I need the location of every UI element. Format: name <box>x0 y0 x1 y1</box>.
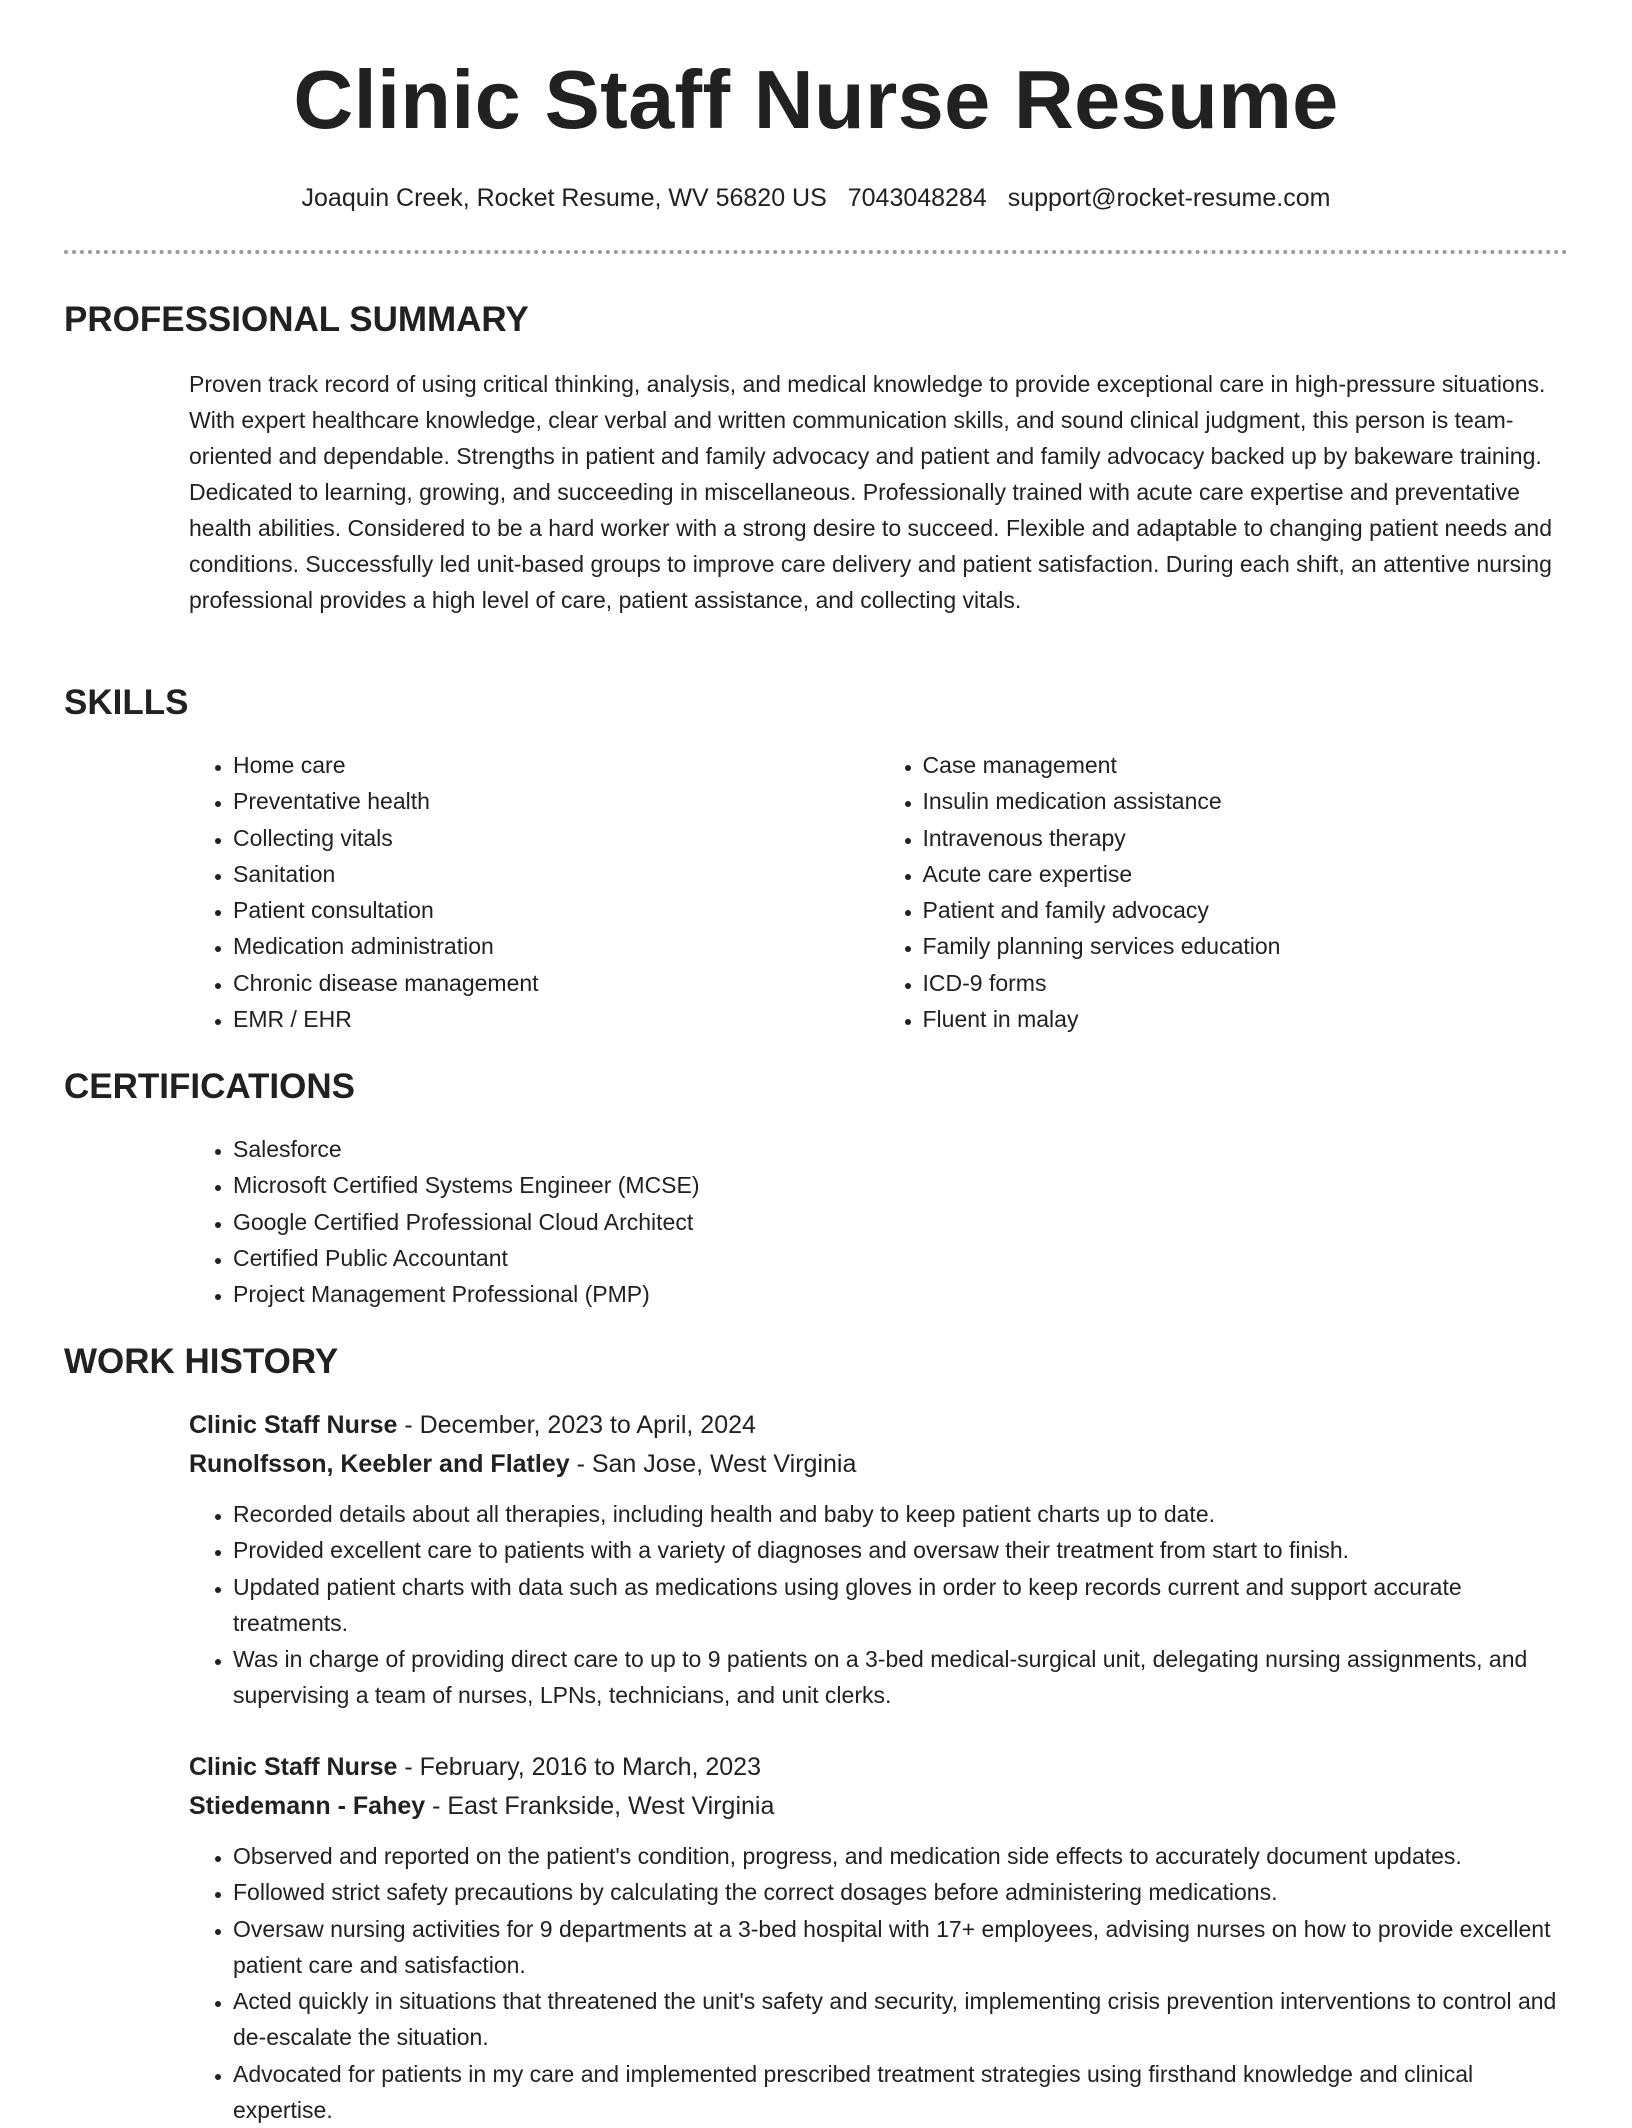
list-item: • Acted quickly in situations that threatened the unit's safety and security, implementing crisis prevention interventions to control and de-escalate the situation. <box>233 1983 1568 2056</box>
job-location: - San Jose, West Virginia <box>569 1450 857 1478</box>
list-item: • Sanitation <box>233 856 879 892</box>
job-dates: - February, 2016 to March, 2023 <box>397 1753 761 1781</box>
job-duties-list <box>189 1838 1568 2128</box>
list-item: • ICD-9 forms <box>923 965 1569 1001</box>
list-item: • Chronic disease management <box>233 965 879 1001</box>
list-item: • Medication administration <box>233 928 879 964</box>
certifications-list <box>189 1131 1568 1312</box>
contact-email: support@rocket-resume.com <box>1007 184 1331 212</box>
list-item: • Preventative health <box>233 783 879 819</box>
resume-title: Clinic Staff Nurse Resume <box>293 53 1339 146</box>
skills-list-left <box>189 747 879 1037</box>
list-item: • Collecting vitals <box>233 820 879 856</box>
job-location: - East Frankside, West Virginia <box>425 1792 775 1820</box>
list-item: • Certified Public Accountant <box>233 1240 1568 1276</box>
skills-list-right <box>879 747 1569 1037</box>
certifications-heading: CERTIFICATIONS <box>64 1067 356 1106</box>
list-item: • Microsoft Certified Systems Engineer (MCSE) <box>233 1167 1568 1203</box>
job-employer-line <box>189 1445 1568 1484</box>
job-entry <box>189 1406 1568 1714</box>
list-item: • Provided excellent care to patients with a variety of diagnoses and oversaw their treatment from start to finish. <box>233 1532 1568 1568</box>
list-item: • Fluent in malay <box>923 1001 1569 1037</box>
job-employer: Runolfsson, Keebler and Flatley <box>189 1450 570 1478</box>
list-item: • Intravenous therapy <box>923 820 1569 856</box>
list-item: • Followed strict safety precautions by calculating the correct dosages before administering medications. <box>233 1874 1568 1910</box>
list-item: • Home care <box>233 747 879 783</box>
job-title-line <box>189 1748 1568 1787</box>
job-employer: Stiedemann - Fahey <box>189 1792 426 1820</box>
list-item: • Observed and reported on the patient's condition, progress, and medication side effects to accurately document updates. <box>233 1838 1568 1874</box>
job-title-line <box>189 1406 1568 1445</box>
job-dates: - December, 2023 to April, 2024 <box>397 1411 756 1439</box>
list-item: • Oversaw nursing activities for 9 departments at a 3-bed hospital with 17+ employees, advising nurses on how to provide excellent patient care and satisfaction. <box>233 1911 1568 1984</box>
summary-text: Proven track record of using critical thinking, analysis, and medical knowledge to provide exceptional care in high-pressure situations. With expert healthcare knowledge, clear verbal and written communication skills, and sound clinical judgment, this person is team-oriented and dependable. Strengths in patient and family advocacy and patient and family advocacy backed up by bakeware training. Dedicated to learning, growing, and succeeding in miscellaneous. Professionally trained with acute care expertise and preventative health abilities. Considered to be a hard worker with a strong desire to succeed. Flexible and adaptable to changing patient needs and conditions. Successfully led unit-based groups to improve care delivery and patient satisfaction. During each shift, an attentive nursing professional provides a high level of care, patient assistance, and collecting vitals. <box>189 371 1552 613</box>
list-item: • Was in charge of providing direct care to up to 9 patients on a 3-bed medical-surgical unit, delegating nursing assignments, and supervising a team of nurses, LPNs, technicians, and unit clerks. <box>233 1641 1568 1714</box>
header-divider <box>64 250 1568 254</box>
list-item: • Family planning services education <box>923 928 1569 964</box>
work-heading: WORK HISTORY <box>64 1342 339 1381</box>
job-employer-line <box>189 1787 1568 1826</box>
job-entry <box>189 1748 1568 2128</box>
skills-block <box>189 747 1568 1037</box>
job-title: Clinic Staff Nurse <box>189 1411 398 1439</box>
list-item: • Insulin medication assistance <box>923 783 1569 819</box>
contact-line <box>64 180 1568 216</box>
list-item: • EMR / EHR <box>233 1001 879 1037</box>
certifications-block <box>189 1131 1568 1312</box>
job-duties-list <box>189 1496 1568 1714</box>
list-item: • Updated patient charts with data such as medications using gloves in order to keep records current and support accurate treatments. <box>233 1569 1568 1642</box>
contact-phone: 7043048284 <box>847 184 987 212</box>
list-item: • Advocated for patients in my care and implemented prescribed treatment strategies using firsthand knowledge and clinical expertise. <box>233 2056 1568 2128</box>
list-item: • Project Management Professional (PMP) <box>233 1276 1568 1312</box>
list-item: • Acute care expertise <box>923 856 1569 892</box>
summary-heading: PROFESSIONAL SUMMARY <box>64 300 529 339</box>
contact-address: Joaquin Creek, Rocket Resume, WV 56820 US <box>301 184 827 212</box>
list-item: • Patient and family advocacy <box>923 892 1569 928</box>
list-item: • Salesforce <box>233 1131 1568 1167</box>
list-item: • Patient consultation <box>233 892 879 928</box>
skills-heading: SKILLS <box>64 683 189 722</box>
list-item: • Google Certified Professional Cloud Architect <box>233 1204 1568 1240</box>
list-item: • Recorded details about all therapies, including health and baby to keep patient charts up to date. <box>233 1496 1568 1532</box>
job-title: Clinic Staff Nurse <box>189 1753 398 1781</box>
list-item: • Case management <box>923 747 1569 783</box>
summary-block <box>189 366 1568 618</box>
